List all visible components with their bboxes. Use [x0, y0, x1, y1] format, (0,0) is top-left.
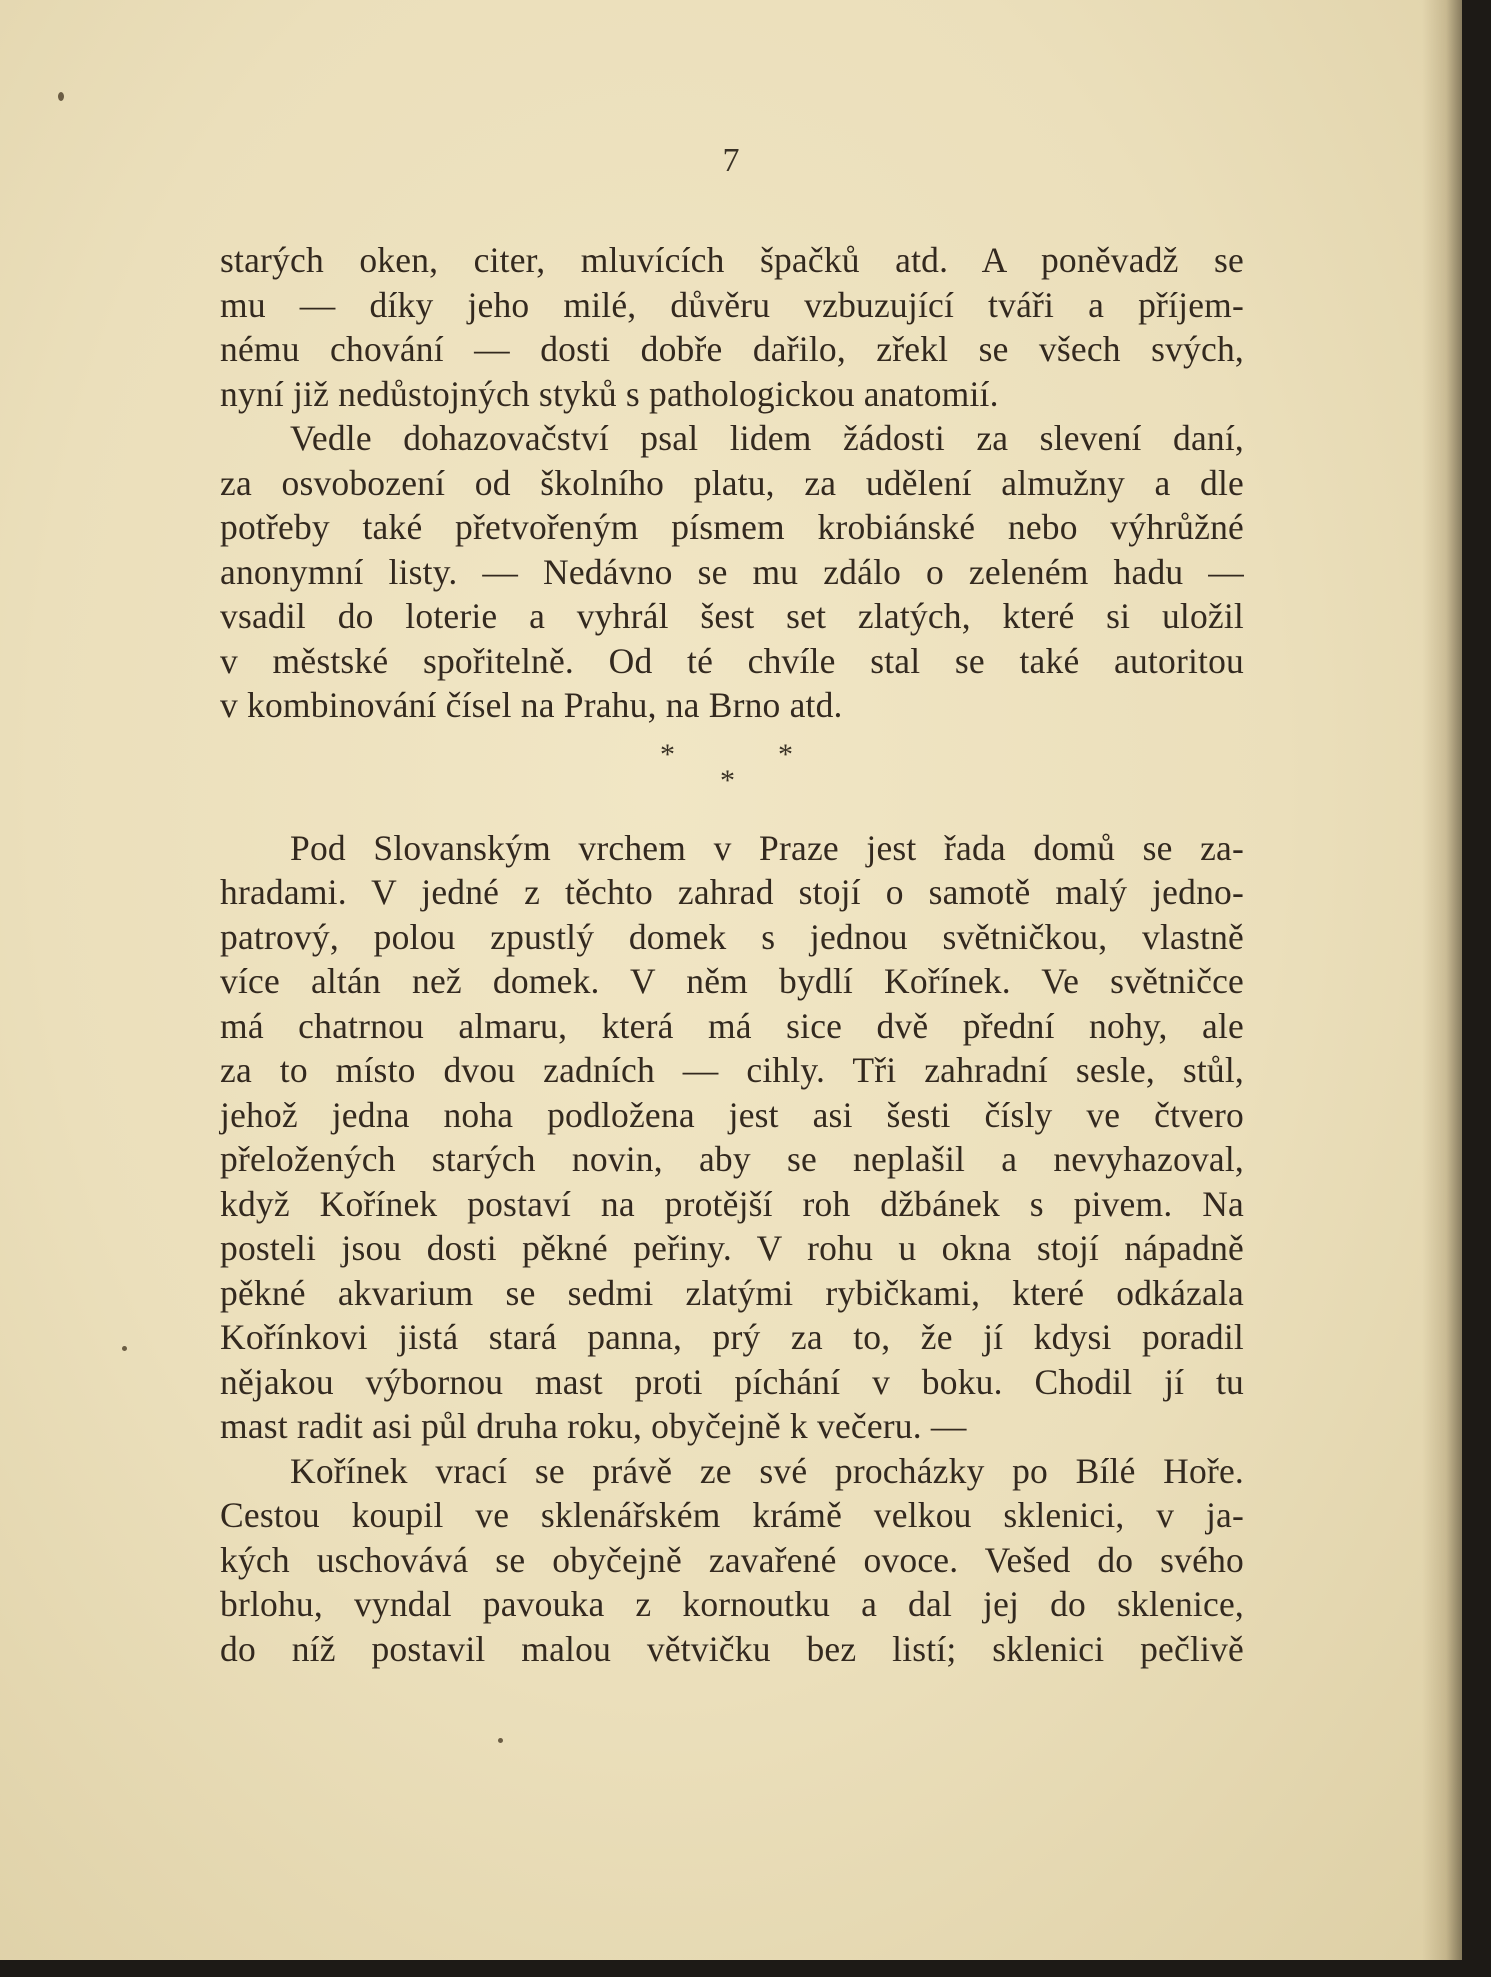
text-line: nyní již nedůstojných styků s pathologickou anatomií. — [220, 373, 999, 414]
text-line: vsadil do loterie a vyhrál šest set zlatých, které si uložil — [220, 596, 1244, 636]
text-line: v kombinování čísel na Prahu, na Brno atd. — [220, 685, 843, 725]
paragraph-4 — [220, 1449, 1244, 1672]
text-line: Vedle dohazovačství psal lidem žádosti za slevení daní, — [290, 418, 1244, 458]
text-line: starých oken, citer, mluvících špačků atd. A poněvadž se — [220, 240, 1244, 280]
text-line: Cestou koupil ve sklenářském krámě velkou sklenici, v ja- — [220, 1495, 1244, 1535]
page-number: 7 — [722, 142, 740, 179]
text-line: za to místo dvou zadních — cihly. Tři zahradní sesle, stůl, — [220, 1050, 1244, 1090]
section-separator — [220, 728, 1244, 826]
text-line: potřeby také přetvořeným písmem krobiánské nebo výhrůžné — [220, 507, 1244, 547]
text-line: mu — díky jeho milé, důvěru vzbuzující tváři a příjem- — [220, 284, 1244, 325]
asterisk: * — [660, 737, 675, 771]
text-line: nějakou výbornou mast proti píchání v boku. Chodil jí tu — [220, 1361, 1244, 1402]
ink-speck — [498, 1738, 503, 1743]
ink-speck — [122, 1346, 127, 1351]
text-line: nému chování — dosti dobře dařilo, zřekl se všech svých, — [220, 329, 1244, 369]
text-line: Kořínkovi jistá stará panna, prý za to, že jí kdysi poradil — [220, 1317, 1244, 1357]
text-line: Pod Slovanským vrchem v Praze jest řada domů se za- — [290, 827, 1244, 868]
asterisk: * — [720, 763, 735, 797]
asterisk: * — [778, 737, 793, 771]
body-text — [220, 238, 1244, 1671]
ink-speck — [58, 92, 64, 101]
text-line: anonymní listy. — Nedávno se mu zdálo o zeleném hadu — — [220, 551, 1244, 592]
text-line: v městské spořitelně. Od té chvíle stal se také autoritou — [220, 640, 1244, 681]
text-line: hradami. V jedné z těchto zahrad stojí o samotě malý jedno- — [220, 872, 1244, 912]
text-line: kých uschovává se obyčejně zavařené ovoce. Vešed do svého — [220, 1539, 1244, 1580]
paragraph-2 — [220, 416, 1244, 728]
text-line: brlohu, vyndal pavouka z kornoutku a dal jej do sklenice, — [220, 1584, 1244, 1624]
text-line: posteli jsou dosti pěkné peřiny. V rohu u okna stojí nápadně — [220, 1228, 1244, 1268]
text-line: Kořínek vrací se právě ze své procházky po Bílé Hoře. — [290, 1450, 1244, 1491]
text-line: jehož jedna noha podložena jest asi šesti čísly ve čtvero — [220, 1094, 1244, 1135]
paragraph-1 — [220, 238, 1244, 416]
text-line: více altán než domek. V něm bydlí Kořínek. Ve světničce — [220, 961, 1244, 1001]
page-edge-shadow — [1422, 0, 1462, 1960]
text-line: za osvobození od školního platu, za udělení almužny a dle — [220, 462, 1244, 503]
text-line: do níž postavil malou větvičku bez listí; sklenici pečlivě — [220, 1628, 1244, 1669]
text-line: patrový, polou zpustlý domek s jednou světničkou, vlastně — [220, 916, 1244, 957]
paragraph-3 — [220, 826, 1244, 1449]
text-line: pěkné akvarium se sedmi zlatými rybičkami, které odkázala — [220, 1272, 1244, 1313]
text-line: když Kořínek postaví na protější roh džbánek s pivem. Na — [220, 1183, 1244, 1224]
text-line: má chatrnou almaru, která má sice dvě přední nohy, ale — [220, 1005, 1244, 1046]
text-line: přeložených starých novin, aby se neplašil a nevyhazoval, — [220, 1139, 1244, 1179]
text-line: mast radit asi půl druha roku, obyčejně k večeru. — — [220, 1406, 967, 1446]
